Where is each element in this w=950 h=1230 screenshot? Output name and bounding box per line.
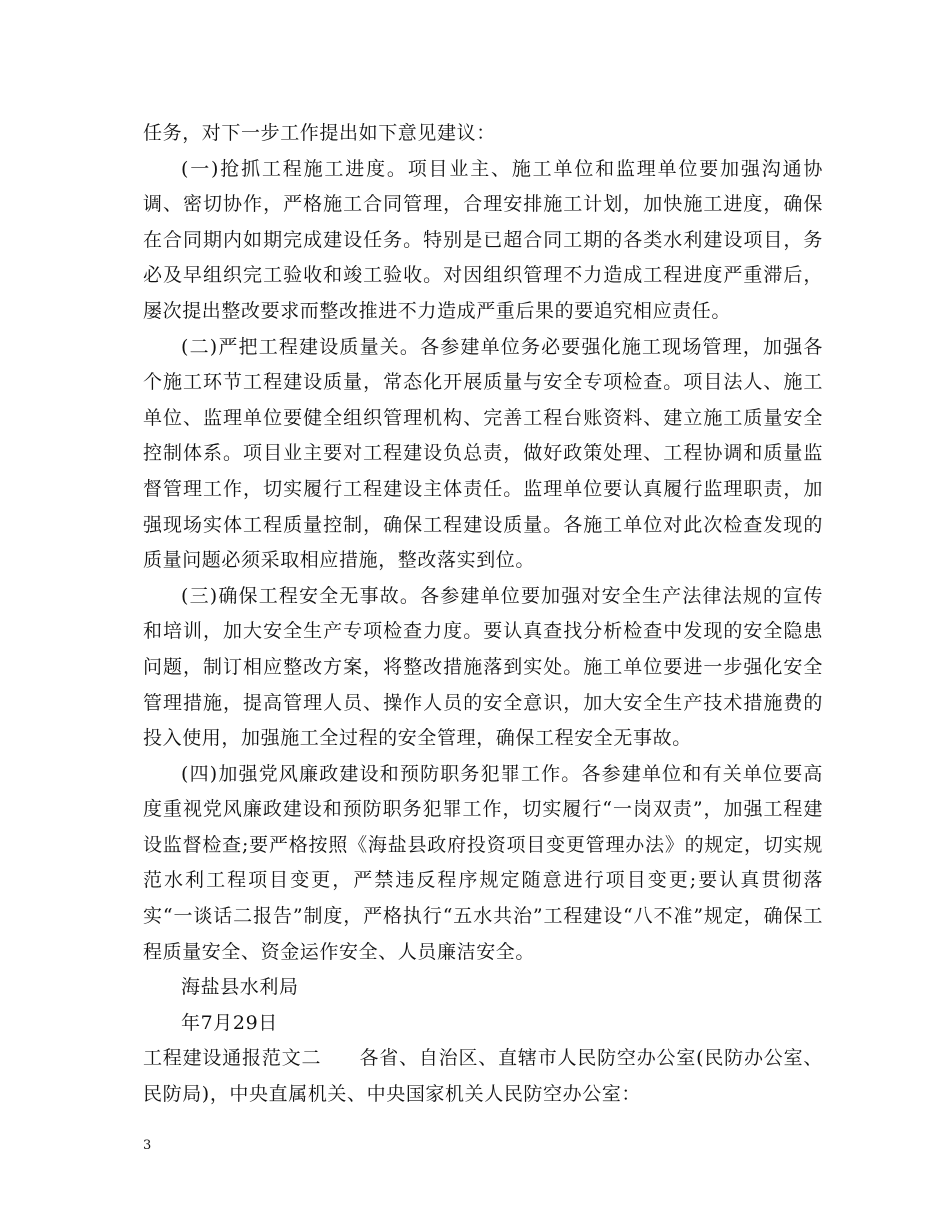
next-section-title: 工程建设通报范文二: [143, 1047, 322, 1070]
paragraph-continuation: 任务，对下一步工作提出如下意见建议：: [143, 122, 496, 144]
paragraph-schedule: (一)抢抓工程施工进度。项目业主、施工单位和监理单位要加强沟通协调、密切协作，严格施工合同管理，合理安排施工计划，加快施工进度，确保在合同期内如期完成建设任务。特别是已超合同工期的各类水利建设项目，务必及早组织完工验收和竣工验收。对因组织管理不力造成工程进度严重滞后，屡次提出整改要求而整改推进不力造成严重后果的要追究相应责任。: [143, 157, 823, 322]
next-section-opening: 各省、自治区、直辖市人民防空办公室(民防办公室、民防局)，中央直属机关、中央国家机关人民防空办公室：: [143, 1047, 823, 1106]
signature: 海盐县水利局: [181, 976, 299, 999]
page-number: 3: [143, 1138, 152, 1153]
paragraph-integrity: (四)加强党风廉政建设和预防职务犯罪工作。各参建单位和有关单位要高度重视党风廉政建设和预防职务犯罪工作，切实履行“一岗双责”，加强工程建设监督检查;要严格按照《海盐县政府投资项目变更管理办法》的规定，切实规范水利工程项目变更，严禁违反程序规定随意进行项目变更;要认真贯彻落实“一谈话二报告”制度，严格执行“五水共治”工程建设“八不准”规定，确保工程质量安全、资金运作安全、人员廉洁安全。: [143, 762, 823, 963]
date-line: 年7月29日: [181, 1011, 278, 1034]
paragraph-safety: (三)确保工程安全无事故。各参建单位要加强对安全生产法律法规的宣传和培训，加大安全生产专项检查力度。要认真查找分析检查中发现的安全隐患问题，制订相应整改方案，将整改措施落到实处。施工单位要进一步强化安全管理措施，提高管理人员、操作人员的安全意识，加大安全生产技术措施费的投入使用，加强施工全过程的安全管理，确保工程安全无事故。: [143, 584, 823, 750]
paragraph-quality: (二)严把工程建设质量关。各参建单位务必要强化施工现场管理，加强各个施工环节工程建设质量，常态化开展质量与安全专项检查。项目法人、施工单位、监理单位要健全组织管理机构、完善工程台账资料、建立施工质量安全控制体系。项目业主要对工程建设负总责，做好政策处理、工程协调和质量监督管理工作，切实履行工程建设主体责任。监理单位要认真履行监理职责，加强现场实体工程质量控制，确保工程建设质量。各施工单位对此次检查发现的质量问题必须采取相应措施，整改落实到位。: [143, 335, 823, 572]
document-body: [143, 116, 823, 1113]
next-section: [143, 1041, 823, 1112]
